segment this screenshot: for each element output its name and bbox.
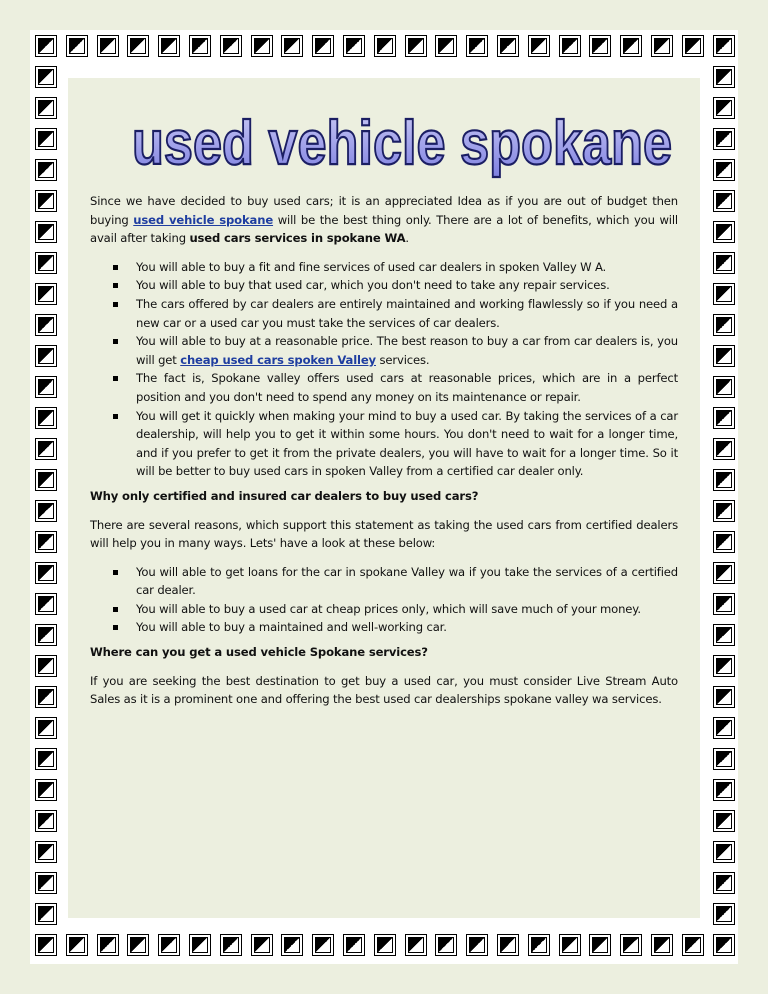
border-tile [713, 252, 735, 274]
paragraph: If you are seeking the best destination to get buy a used car, you must consider Live Stream Auto Sales as it is a prominent one and offering the best used car dealerships spokane valley wa services. [90, 673, 678, 707]
list-item: You will able to buy at a reasonable price. The best reason to buy a car from car dealers is, you will get cheap used cars spoken Valley services. [90, 332, 678, 369]
title-text: used vehicle spokane [132, 109, 672, 178]
border-tile [620, 934, 642, 956]
border-tile [35, 221, 57, 243]
border-tile [713, 128, 735, 150]
border-tile [35, 872, 57, 894]
list-item: You will able to buy that used car, which you don't need to take any repair services. [90, 276, 678, 295]
border-tile [66, 934, 88, 956]
border-tile [713, 779, 735, 801]
border-tile [466, 934, 488, 956]
section-heading: Why only certified and insured car dealers to buy used cars? [90, 488, 479, 503]
border-tile [713, 624, 735, 646]
border-tile [682, 35, 704, 57]
border-tile [35, 66, 57, 88]
border-tile [713, 686, 735, 708]
paragraph: There are several reasons, which support this statement as taking the used cars from certified dealers will help you in many ways. Lets' have a look at these below: [90, 517, 678, 551]
border-tile [559, 934, 581, 956]
border-tile [35, 438, 57, 460]
border-tile [713, 500, 735, 522]
border-tile [35, 252, 57, 274]
border-tile [35, 376, 57, 398]
border-tile [651, 934, 673, 956]
border-tile [35, 562, 57, 584]
border-tile [35, 717, 57, 739]
used-vehicle-spokane-link[interactable]: used vehicle spokane [133, 212, 274, 227]
border-tile [35, 779, 57, 801]
border-tile [35, 159, 57, 181]
reasons-list [90, 563, 678, 637]
border-tile [35, 190, 57, 212]
border-tile [405, 35, 427, 57]
border-tile [374, 35, 396, 57]
section-heading: Where can you get a used vehicle Spokane services? [90, 645, 428, 660]
border-tile [281, 934, 303, 956]
border-tile [435, 35, 457, 57]
border-tile [35, 407, 57, 429]
list-item: The fact is, Spokane valley offers used cars at reasonable prices, which are in a perfect position and you don't need to spend any money on its maintenance or repair. [90, 369, 678, 406]
border-tile [281, 35, 303, 57]
border-tile [97, 934, 119, 956]
border-tile [589, 35, 611, 57]
list-item: You will able to buy a fit and fine services of used car dealers in spoken Valley W A. [90, 258, 678, 277]
border-tile [620, 35, 642, 57]
border-tile [713, 934, 735, 956]
border-tile [158, 934, 180, 956]
border-tile [713, 97, 735, 119]
border-tile [312, 934, 334, 956]
border-tile [713, 376, 735, 398]
border-tile [35, 934, 57, 956]
border-tile [466, 35, 488, 57]
list-item: You will able to buy a maintained and well-working car. [90, 618, 678, 637]
border-tile [35, 35, 57, 57]
list-item: You will able to buy a used car at cheap prices only, which will save much of your money. [90, 600, 678, 619]
border-tile [35, 624, 57, 646]
intro-paragraph: Since we have decided to buy used cars; it is an appreciated Idea as if you are out of budget then buying used vehicle spokane will be the best thing only. There are a lot of benefits, which you will avail after taking used cars services in spokane WA. [90, 194, 678, 246]
border-tile [35, 686, 57, 708]
border-tile [127, 35, 149, 57]
border-tile [713, 221, 735, 243]
border-tile [35, 283, 57, 305]
border-tile [35, 903, 57, 925]
border-tile [528, 934, 550, 956]
border-tile [35, 345, 57, 367]
benefits-list [90, 258, 678, 481]
page-title [130, 108, 675, 180]
border-tile [35, 500, 57, 522]
intro-text: Since we have decided to buy used cars; it is an appreciated Idea as if you are out of budget then buying [90, 194, 678, 227]
border-tile [713, 841, 735, 863]
border-tile [158, 35, 180, 57]
border-tile [35, 810, 57, 832]
border-tile [405, 934, 427, 956]
border-tile [713, 407, 735, 429]
border-tile [713, 593, 735, 615]
list-item: You will get it quickly when making your mind to buy a used car. By taking the services of a car dealership, will help you to get it within some hours. You don't need to wait for a longer time, and if you prefer to get it from the private dealers, you will have to wait for a longer time. So it will be better to buy used cars in spoken Valley from a certified car dealer only. [90, 407, 678, 481]
border-tile [713, 35, 735, 57]
border-tile [713, 748, 735, 770]
border-tile [35, 748, 57, 770]
border-tile [713, 283, 735, 305]
border-tile [713, 438, 735, 460]
border-tile [189, 934, 211, 956]
border-tile [713, 469, 735, 491]
border-tile [713, 810, 735, 832]
intro-bold: used cars services in spokane WA [189, 231, 406, 246]
border-tile [682, 934, 704, 956]
border-tile [35, 531, 57, 553]
border-tile [35, 97, 57, 119]
border-tile [251, 35, 273, 57]
border-tile [66, 35, 88, 57]
border-tile [97, 35, 119, 57]
intro-text-2: will be the best thing only. There are a lot of benefits, which you will avail after taking [90, 212, 678, 246]
border-tile [497, 934, 519, 956]
border-tile [435, 934, 457, 956]
border-tile [35, 469, 57, 491]
border-tile [35, 314, 57, 336]
border-tile [713, 159, 735, 181]
border-tile [713, 314, 735, 336]
border-tile [220, 35, 242, 57]
border-tile [312, 35, 334, 57]
border-tile [374, 934, 396, 956]
border-tile [35, 841, 57, 863]
border-tile [343, 934, 365, 956]
border-tile [35, 128, 57, 150]
border-tile [35, 593, 57, 615]
border-tile [559, 35, 581, 57]
border-tile [713, 562, 735, 584]
border-tile [35, 655, 57, 677]
border-tile [251, 934, 273, 956]
border-tile [713, 655, 735, 677]
border-tile [713, 531, 735, 553]
border-tile [189, 35, 211, 57]
border-tile [713, 190, 735, 212]
article-body [90, 192, 678, 709]
list-item: You will able to get loans for the car in spokane Valley wa if you take the services of a certified car dealer. [90, 563, 678, 600]
border-tile [713, 903, 735, 925]
border-tile [713, 345, 735, 367]
cheap-used-cars-link[interactable]: cheap used cars spoken Valley [180, 352, 376, 367]
border-tile [497, 35, 519, 57]
border-tile [713, 717, 735, 739]
border-tile [651, 35, 673, 57]
border-tile [713, 872, 735, 894]
border-tile [528, 35, 550, 57]
border-tile [589, 934, 611, 956]
border-tile [713, 66, 735, 88]
border-tile [343, 35, 365, 57]
border-tile [220, 934, 242, 956]
list-item: The cars offered by car dealers are entirely maintained and working flawlessly so if you need a new car or a used car you must take the services of car dealers. [90, 295, 678, 332]
border-tile [127, 934, 149, 956]
